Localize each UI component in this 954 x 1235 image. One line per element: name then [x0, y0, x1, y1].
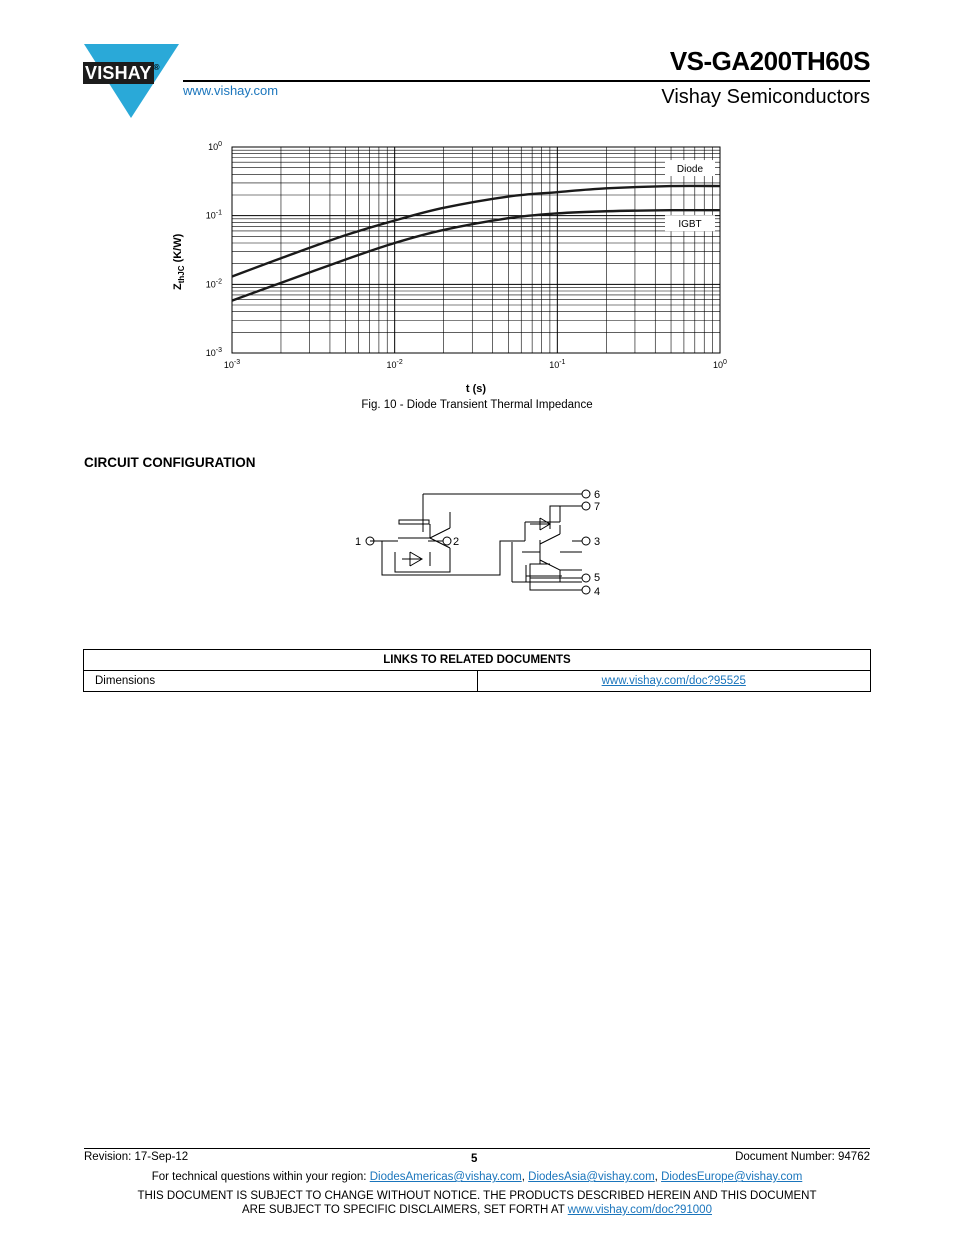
- series-label-igbt: IGBT: [678, 219, 702, 231]
- document-number: Document Number: 94762: [735, 1151, 870, 1163]
- page-subtitle: Vishay Semiconductors: [661, 86, 870, 108]
- chart-ticks: [206, 141, 727, 370]
- x-tick-label: $10^{-3}$: [223, 359, 241, 370]
- x-tick-label: $10^{-2}$: [386, 359, 403, 370]
- questions-prefix: For technical questions within your region:: [151, 1171, 370, 1183]
- series-label-diode: Diode: [676, 164, 704, 176]
- terminal-3: 3: [594, 536, 601, 548]
- page-title: VS-GA200TH60S: [669, 46, 870, 76]
- terminal-2: 2: [453, 536, 460, 548]
- technical-questions: For technical questions within your region: DiodesAmericas@vishay.com, DiodesAsia@vishay.com, DiodesEurope@vishay.com: [151, 1171, 803, 1183]
- chart-curves: [232, 160, 720, 301]
- x-tick-label: $10^0$: [713, 359, 727, 370]
- thermal-impedance-chart: [0, 0, 954, 420]
- links-table-header-row: [84, 650, 871, 671]
- links-table: [83, 649, 871, 692]
- y-tick-label: $10^{-1}$: [205, 209, 222, 221]
- terminal-1: 1: [355, 536, 362, 548]
- y-tick-label: $10^{-2}$: [205, 278, 222, 290]
- circuit-diagram: [340, 482, 630, 607]
- terminal-4: 4: [594, 586, 601, 598]
- y-tick-label: $10^0$: [208, 141, 222, 152]
- page-number: 5: [471, 1153, 478, 1165]
- links-table-header: LINKS TO RELATED DOCUMENTS: [84, 650, 871, 671]
- website-link[interactable]: www.vishay.com: [183, 83, 279, 98]
- svg-text:ZthJC (K/W): $Z_{thJC}$ (K/W): [172, 233, 186, 290]
- disclaimer-link[interactable]: www.vishay.com/doc?91000: [567, 1204, 712, 1216]
- terminal-6: 6: [594, 489, 601, 501]
- dimensions-label: Dimensions: [84, 671, 478, 692]
- table-row: [84, 671, 871, 692]
- registered-mark: ®: [153, 63, 160, 72]
- figure-caption: Fig. 10 - Diode Transient Thermal Impedance: [361, 399, 593, 411]
- circuit-heading: CIRCUIT CONFIGURATION: [84, 455, 256, 470]
- dimensions-link[interactable]: www.vishay.com/doc?95525: [601, 675, 746, 687]
- email-americas-link[interactable]: DiodesAmericas@vishay.com: [369, 1171, 522, 1183]
- email-europe-link[interactable]: DiodesEurope@vishay.com: [661, 1171, 803, 1183]
- y-tick-label: $10^{-3}$: [205, 347, 222, 358]
- y-axis-label: [172, 233, 186, 290]
- footer-rule: [84, 1148, 870, 1149]
- terminal-7: 7: [594, 501, 601, 513]
- x-axis-label: t (s): [465, 383, 487, 395]
- revision: Revision: 17-Sep-12: [84, 1151, 189, 1163]
- disclaimer: [0, 1189, 954, 1217]
- terminal-5: 5: [594, 572, 601, 584]
- email-asia-link[interactable]: DiodesAsia@vishay.com: [528, 1171, 655, 1183]
- x-tick-label: $10^{-1}$: [549, 359, 566, 370]
- disclaimer-line-2: ARE SUBJECT TO SPECIFIC DISCLAIMERS, SET FORTH AT www.vishay.com/doc?91000: [242, 1204, 712, 1216]
- logo-text: VISHAY: [85, 63, 152, 83]
- disclaimer-line-1: THIS DOCUMENT IS SUBJECT TO CHANGE WITHOUT NOTICE. THE PRODUCTS DESCRIBED HEREIN AND THIS DOCUMENT: [137, 1190, 817, 1202]
- series-line-igbt: [232, 210, 720, 300]
